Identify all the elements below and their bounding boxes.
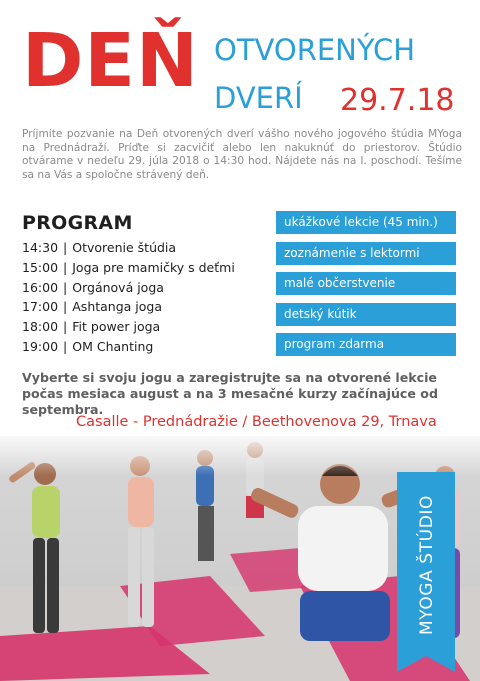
- feature-refreshments: malé občerstvenie: [276, 272, 456, 295]
- program-separator: |: [63, 240, 68, 255]
- intro-paragraph: Príjmite pozvanie na Deň otvorených dverí vášho nového jogového štúdia MYoga na Prednádraží. Príďte si zacvičiť alebo len nakuknúť do priestorov. Štúdio otvárame v nedeľu 29. júla 2018 o 14:30 hod. Nájdete nás na I. poschodí. Tešíme sa na Vás a spoločne strávený deň.: [22, 128, 462, 181]
- program-separator: |: [63, 279, 68, 295]
- program-separator: |: [63, 299, 68, 315]
- program-label: Otvorenie štúdia: [72, 240, 177, 255]
- event-date: 29.7.18: [340, 83, 455, 118]
- program-item: [22, 339, 235, 359]
- headline-dveri: DVERÍ: [214, 81, 303, 115]
- feature-meet-instructors: zoznámenie s lektormi: [276, 242, 456, 265]
- photo-fade: [0, 436, 480, 476]
- program-label: Joga pre mamičky s deťmi: [72, 259, 235, 275]
- address: Casalle - Prednádražie / Beethovenova 29, Trnava: [76, 414, 437, 430]
- program-time: 19:00: [22, 338, 59, 354]
- program-item: [22, 280, 235, 300]
- program-item: [22, 260, 235, 280]
- program-time: 14:30: [22, 240, 59, 255]
- program-item: [22, 319, 235, 339]
- program-item: [22, 299, 235, 319]
- program-time: 18:00: [22, 319, 59, 335]
- program-separator: |: [63, 338, 68, 354]
- program-label: Orgánová joga: [72, 279, 164, 295]
- program-time: 15:00: [22, 259, 59, 275]
- program-separator: |: [63, 259, 68, 275]
- ribbon-label: MYOGA ŠTÚDIO: [417, 494, 437, 636]
- call-to-action: Vyberte si svoju jogu a zaregistrujte sa na otvorené lekcie počas mesiaca august a na 3 mesačné kurzy začínajúce od septembra.: [22, 370, 438, 417]
- program-label: Ashtanga joga: [72, 299, 163, 315]
- headline-den: DEŇ: [22, 18, 199, 104]
- program-label: Fit power joga: [72, 319, 161, 335]
- program-label: OM Chanting: [72, 338, 154, 354]
- headline-otvorenych: OTVORENÝCH: [214, 33, 416, 67]
- program-list: [22, 240, 235, 359]
- feature-demo-lessons: ukážkové lekcie (45 min.): [276, 211, 456, 234]
- program-item: [22, 240, 235, 260]
- feature-kids-corner: detský kútik: [276, 303, 456, 326]
- feature-free-program: program zdarma: [276, 333, 456, 356]
- program-title: PROGRAM: [22, 212, 133, 234]
- features-list: [276, 211, 456, 364]
- program-time: 17:00: [22, 299, 59, 315]
- program-separator: |: [63, 319, 68, 335]
- program-time: 16:00: [22, 279, 59, 295]
